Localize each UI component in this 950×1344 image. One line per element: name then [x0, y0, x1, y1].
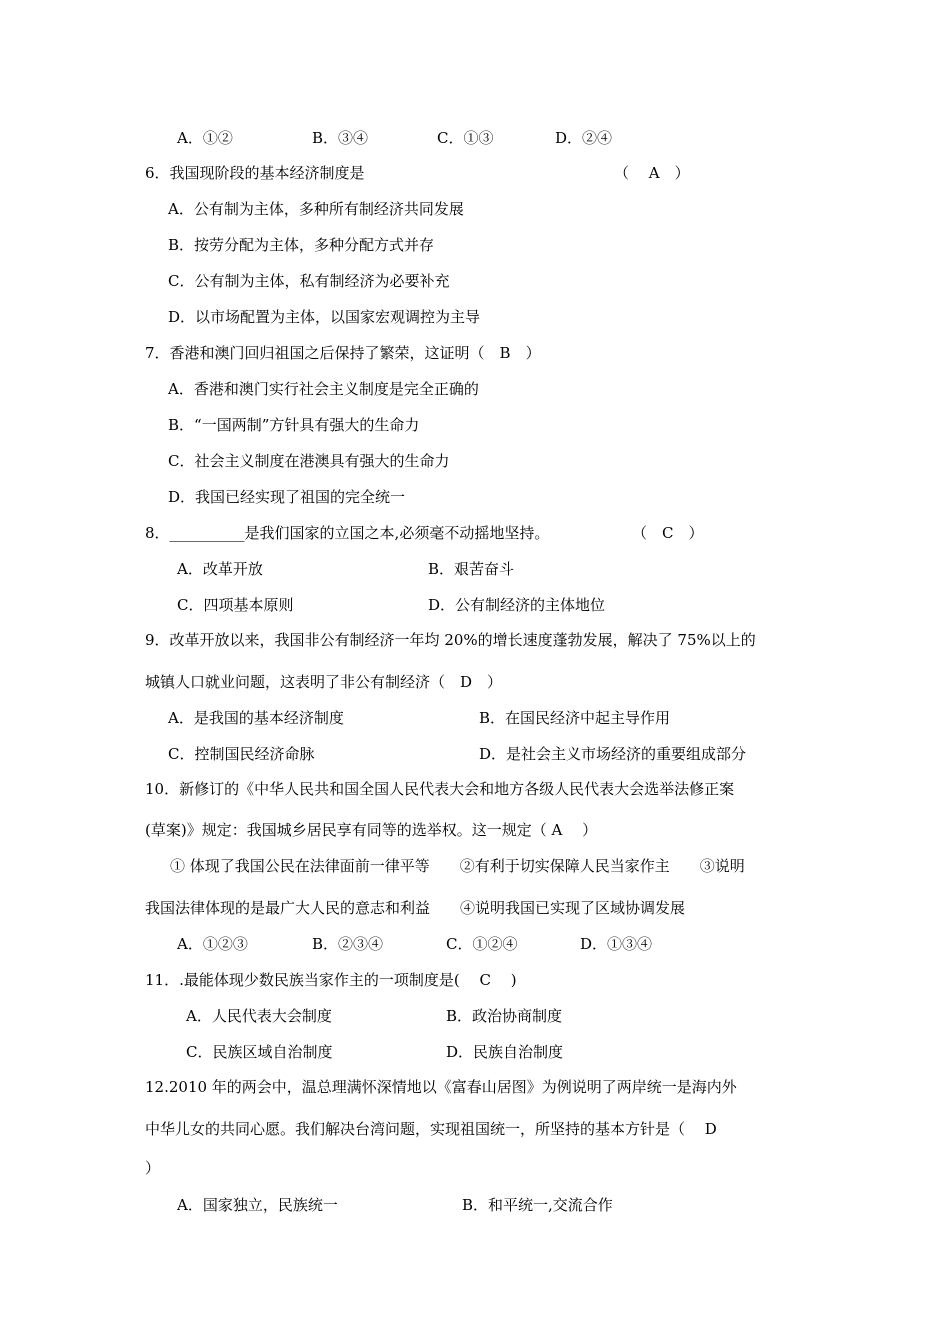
q11-option-b: B．政治协商制度 — [446, 1007, 563, 1025]
q6-stem: 6．我国现阶段的基本经济制度是 — [145, 164, 365, 182]
q5-option-c: C．①③ — [437, 129, 494, 147]
q10-option-a: A．①②③ — [177, 935, 248, 953]
q10-stem-line2: (草案)》规定：我国城乡居民享有同等的选举权。这一规定（ A ） — [145, 821, 598, 839]
q9-option-b: B．在国民经济中起主导作用 — [479, 709, 671, 727]
q8-option-d: D．公有制经济的主体地位 — [428, 596, 606, 614]
q10-statements-line2: 我国法律体现的是最广大人民的意志和利益 ④说明我国已实现了区域协调发展 — [145, 899, 686, 917]
q11-option-d: D．民族自治制度 — [446, 1043, 564, 1061]
q9-option-c: C．控制国民经济命脉 — [168, 745, 315, 763]
q8-option-c: C．四项基本原则 — [177, 596, 294, 614]
q6-option-a: A．公有制为主体，多种所有制经济共同发展 — [168, 200, 464, 218]
q7-option-b: B．“一国两制”方针具有强大的生命力 — [168, 416, 420, 434]
q10-option-b: B．②③④ — [312, 935, 384, 953]
q8-answer: （ C ） — [632, 524, 704, 542]
q9-stem-line2: 城镇人口就业问题，这表明了非公有制经济（ D ） — [145, 673, 503, 691]
q10-option-c: C．①②④ — [446, 935, 518, 953]
q7-stem: 7．香港和澳门回归祖国之后保持了繁荣，这证明（ B ） — [145, 344, 541, 362]
q5-option-a: A．①② — [177, 129, 233, 147]
q7-option-a: A．香港和澳门实行社会主义制度是完全正确的 — [168, 380, 479, 398]
q11-option-a: A．人民代表大会制度 — [186, 1007, 332, 1025]
q11-stem: 11．.最能体现少数民族当家作主的一项制度是( C ) — [145, 971, 517, 989]
q5-option-b: B．③④ — [312, 129, 369, 147]
q12-option-a: A．国家独立，民族统一 — [177, 1196, 338, 1214]
q5-option-d: D．②④ — [555, 129, 613, 147]
q10-stem-line1: 10．新修订的《中华人民共和国全国人民代表大会和地方各级人民代表大会选举法修正案 — [145, 780, 735, 798]
q9-option-a: A．是我国的基本经济制度 — [168, 709, 344, 727]
q7-option-d: D．我国已经实现了祖国的完全统一 — [168, 488, 406, 506]
q12-stem-line1: 12.2010 年的两会中，温总理满怀深情地以《富春山居图》为例说明了两岸统一是海内外 — [145, 1078, 737, 1096]
q9-option-d: D．是社会主义市场经济的重要组成部分 — [479, 745, 747, 763]
q9-stem-line1: 9．改革开放以来，我国非公有制经济一年均 20%的增长速度蓬勃发展，解决了 75%以上的 — [145, 631, 756, 649]
q8-stem: 8．__________是我们国家的立国之本,必须毫不动摇地坚持。 — [145, 524, 550, 542]
q6-answer: （ A ） — [614, 164, 690, 182]
q12-stem-line2: 中华儿女的共同心愿。我们解决台湾问题，实现祖国统一，所坚持的基本方针是（ D — [145, 1120, 717, 1138]
q8-option-b: B．艰苦奋斗 — [428, 560, 515, 578]
q8-option-a: A．改革开放 — [177, 560, 263, 578]
q12-stem-line3: ） — [145, 1159, 161, 1177]
q10-option-d: D．①③④ — [580, 935, 653, 953]
q6-option-c: C．公有制为主体，私有制经济为必要补充 — [168, 272, 450, 290]
q6-option-b: B．按劳分配为主体，多种分配方式并存 — [168, 236, 435, 254]
q10-statements-line1: ① 体现了我国公民在法律面前一律平等 ②有利于切实保障人民当家作主 ③说明 — [170, 857, 745, 875]
q7-option-c: C．社会主义制度在港澳具有强大的生命力 — [168, 452, 450, 470]
q12-option-b: B．和平统一,交流合作 — [462, 1196, 613, 1214]
q11-option-c: C．民族区域自治制度 — [186, 1043, 333, 1061]
q6-option-d: D．以市场配置为主体，以国家宏观调控为主导 — [168, 308, 481, 326]
